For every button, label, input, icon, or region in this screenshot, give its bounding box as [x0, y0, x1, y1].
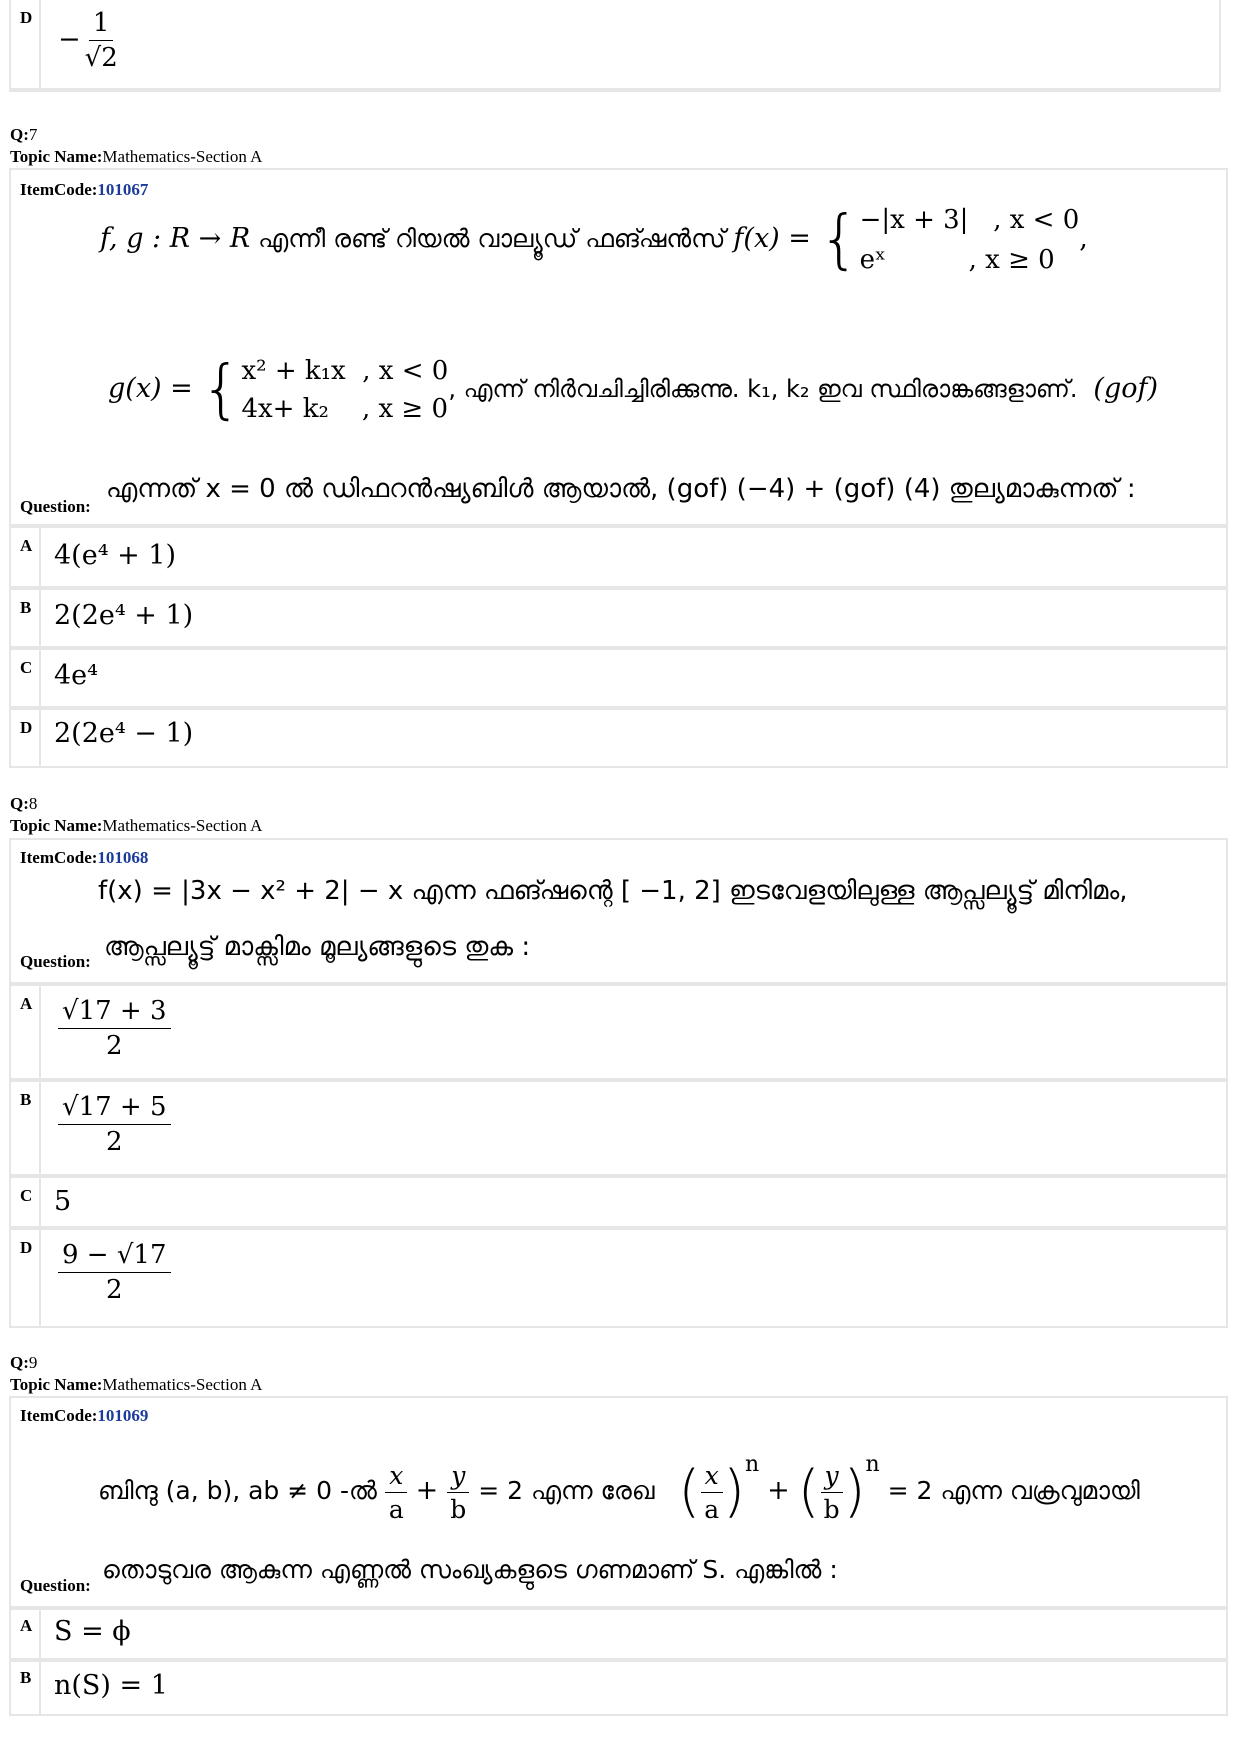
q8-itemcode: ItemCode:101068 [20, 848, 149, 867]
q7-option-c-letter: C [20, 658, 33, 677]
option-d-prev[interactable]: − $\frac{1}{√2}$ [58, 8, 118, 73]
option-letter: D [20, 8, 33, 27]
q7-line2: g(x) = { x² + k₁x , x < 0 4x+ k₂ , x ≥ 0 , എന്ന് നിർവചിച്ചിരിക്കുന്നു. k₁, k₂ ഇവ സ്ഥിരാങ്കങ്ങളാണ്. (gof) [108, 353, 1159, 427]
q8-option-b[interactable]: $\frac{√17 + 5}{2}$ [58, 1092, 171, 1157]
q7-option-b[interactable]: 2(2e⁴ + 1) [54, 600, 194, 631]
q7-option-a-letter: A [20, 536, 33, 555]
q7-option-b-letter: B [20, 598, 32, 617]
q7-option-c[interactable]: 4e⁴ [54, 660, 98, 691]
q7-line3: എന്നത് x = 0 ൽ ഡിഫറൻഷ്യബിൾ ആയാൽ, (gof) (−4) + (gof) (4) തുല്യമാകുന്നത് : [106, 474, 1136, 504]
q7-itemcode: ItemCode:101067 [20, 180, 149, 199]
q7-option-d[interactable]: 2(2e⁴ − 1) [54, 718, 194, 749]
q8-option-d[interactable]: $\frac{9 - √17}{2}$ [58, 1240, 171, 1305]
q7-question-label: Question: [20, 497, 91, 516]
q7-line1: f, g : R → R എന്നീ രണ്ട് റിയൽ വാല്യൂഡ് ഫങ്ഷൻസ് f(x) = { −|x + 3| , x < 0 eˣ , x ≥ 0 , [100, 203, 1088, 277]
q8-option-c-letter: C [20, 1186, 33, 1205]
prev-question-table [9, 0, 1221, 92]
q9-option-a-letter: A [20, 1616, 33, 1635]
q8-line1: f(x) = |3x − x² + 2| − x എന്ന ഫങ്ഷന്റെ [ −1, 2] ഇടവേളയിലുള്ള ആപ്സല്യൂട്ട് മിനിമം, [98, 876, 1128, 906]
q8-option-a-letter: A [20, 994, 33, 1013]
q8-option-a[interactable]: $\frac{√17 + 3}{2}$ [58, 996, 171, 1061]
q9-itemcode: ItemCode:101069 [20, 1406, 149, 1425]
q9-option-b-letter: B [20, 1668, 32, 1687]
q9-option-a[interactable]: S = ϕ [54, 1616, 131, 1647]
q8-line2: ആപ്സല്യൂട്ട് മാക്സിമം മൂല്യങ്ങളുടെ തുക : [104, 932, 531, 962]
q8-table [9, 838, 1228, 1328]
q8-option-d-letter: D [20, 1238, 33, 1257]
q8-question-label: Question: [20, 952, 91, 971]
q7-header: Q:7 Topic Name:Mathematics-Section A [10, 125, 263, 166]
q7-option-d-letter: D [20, 718, 33, 737]
q9-line2: തൊടുവര ആകുന്ന എണ്ണൽ സംഖ്യകളുടെ ഗണമാണ് S. എങ്കിൽ : [102, 1555, 838, 1584]
q8-header: Q:8 Topic Name:Mathematics-Section A [10, 794, 263, 835]
q9-header: Q:9 Topic Name:Mathematics-Section A [10, 1353, 263, 1394]
q9-option-b[interactable]: n(S) = 1 [54, 1670, 168, 1701]
q8-option-b-letter: B [20, 1090, 32, 1109]
q9-line1: ബിന്ദു (a, b), ab ≠ 0 -ൽ $\frac{x}{a}$ + $\frac{y}{b}$ = 2 എന്ന രേഖ ( $\frac{x}{a}$ )$^n$ + ( $\frac{y}{b}$ )$^n$ = 2 എന്ന വക്രവുമായി [98, 1452, 1140, 1524]
q7-option-a[interactable]: 4(e⁴ + 1) [54, 540, 177, 571]
q8-option-c[interactable]: 5 [54, 1186, 72, 1217]
q9-question-label: Question: [20, 1576, 91, 1595]
